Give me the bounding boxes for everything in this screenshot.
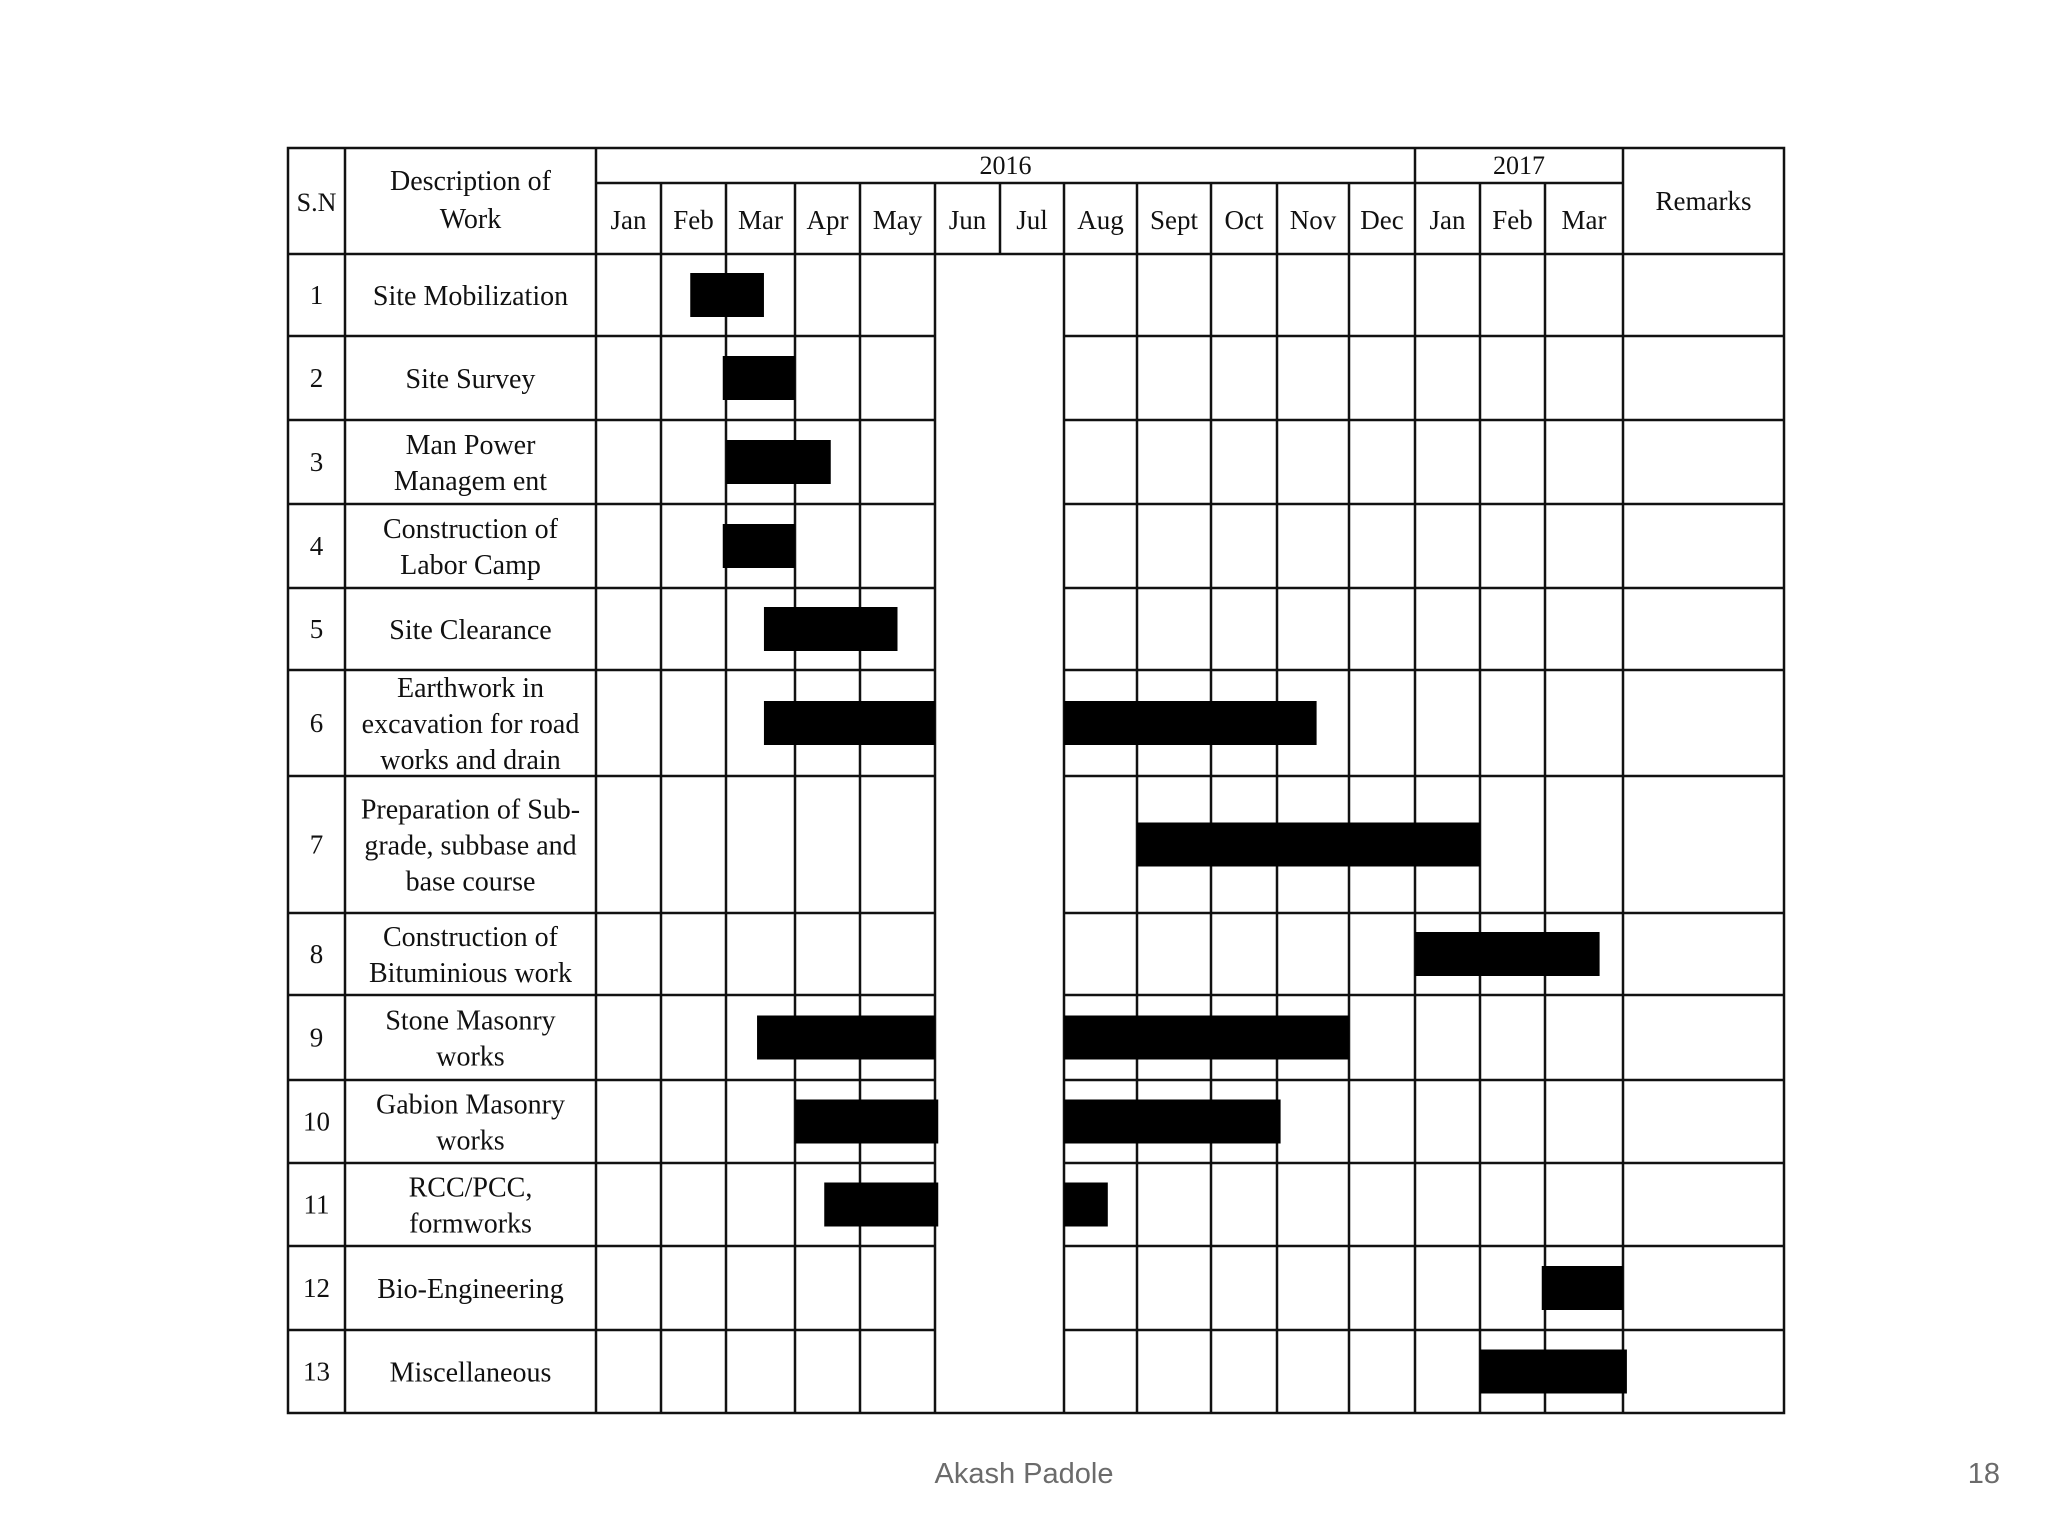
task-description: Gabion Masonry [376,1089,565,1121]
task-description: Site Clearance [389,615,552,646]
task-description: works [436,1125,505,1157]
task-description: Labor Camp [400,550,541,581]
month-label: Oct [1224,205,1264,235]
task-description: Construction of [383,514,558,545]
month-label: Mar [738,205,783,235]
task-bar [1542,1266,1623,1310]
month-label: Sept [1149,205,1199,235]
task-bar [1064,1016,1349,1060]
task-sn: 6 [309,708,324,738]
task-description: works and drain [380,745,561,776]
task-sn: 2 [309,363,324,393]
task-description: Bituminious work [368,958,573,989]
task-sn: 8 [309,939,324,969]
task-description: Bio-Engineering [377,1274,564,1305]
month-label: Feb [1492,205,1533,235]
task-bar [795,1100,938,1144]
task-bar [757,1016,935,1060]
task-description: Stone Masonry [385,1005,556,1037]
task-description: Miscellaneous [389,1357,552,1389]
month-label: Mar [1561,205,1607,235]
task-bar [764,607,898,651]
task-bar [723,524,795,568]
month-label: Feb [673,205,714,235]
month-label: May [872,205,923,235]
task-sn: 13 [303,1356,330,1387]
month-label: Dec [1360,205,1404,235]
task-bar [1137,823,1480,867]
year-label: 2017 [1493,151,1545,180]
task-description: formworks [409,1208,532,1240]
task-sn: 1 [309,280,324,310]
task-bar [764,701,935,745]
task-sn: 11 [303,1189,330,1220]
month-label: Jan [1429,205,1466,235]
page-number: 18 [1967,1458,2000,1490]
month-label: Apr [806,205,849,235]
task-sn: 7 [309,829,324,860]
task-bar [1064,1183,1108,1227]
task-description: RCC/PCC, [408,1172,533,1204]
task-bar [1064,701,1317,745]
month-label: Jul [1016,205,1048,235]
task-sn: 4 [309,531,324,561]
year-label: 2016 [979,151,1032,180]
description-header: Description of [390,166,551,197]
description-header: Work [439,204,502,235]
month-label: Jan [610,205,647,235]
task-bar [1480,1350,1627,1394]
month-label: Aug [1077,205,1124,235]
task-bar [1064,1100,1281,1144]
task-description: Site Survey [405,364,536,395]
task-description: works [436,1041,505,1073]
task-sn: 5 [309,614,324,644]
task-description: Man Power [405,430,536,461]
remarks-header: Remarks [1655,186,1752,216]
task-description: Earthwork in [397,673,544,704]
month-label: Jun [948,205,987,235]
task-description: grade, subbase and [364,830,577,862]
task-bar [824,1183,938,1227]
task-bar [726,440,831,484]
task-bar [690,273,764,317]
task-bar [723,356,795,400]
task-description: Construction of [383,922,558,953]
task-bar [1415,932,1600,976]
task-description: Site Mobilization [372,281,569,312]
task-description: Managem ent [393,466,548,497]
sn-header: S.N [296,188,337,217]
task-description: base course [405,866,536,898]
task-description: excavation for road [361,709,580,740]
task-sn: 12 [303,1273,330,1303]
task-sn: 9 [309,1022,324,1053]
task-sn: 3 [309,447,324,477]
task-sn: 10 [303,1106,330,1137]
month-label: Nov [1289,205,1337,235]
task-description: Preparation of Sub- [360,794,581,826]
footer-author: Akash Padole [934,1458,1114,1490]
